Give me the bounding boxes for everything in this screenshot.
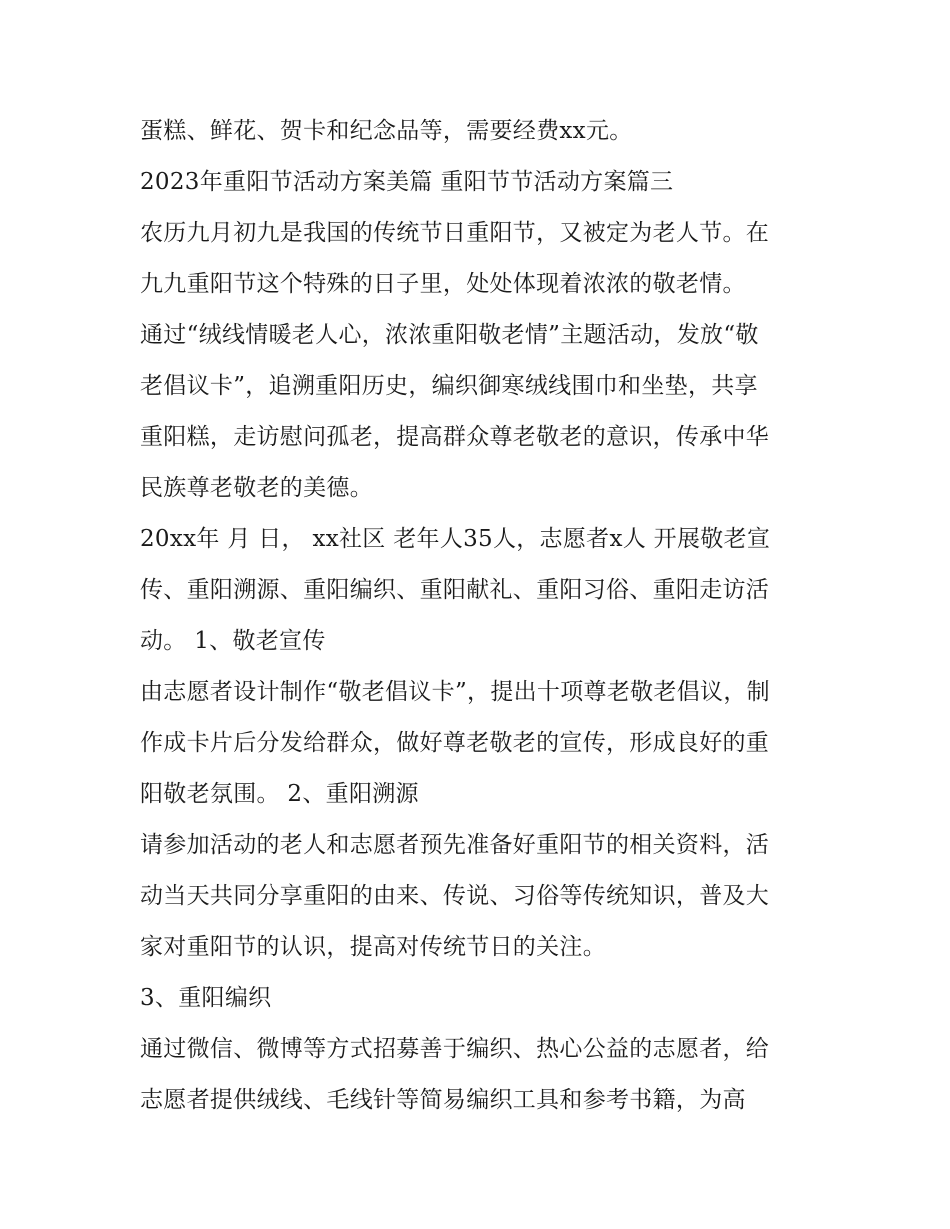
text-line: 家对重阳节的认识，提高对传统节日的关注。 <box>140 934 606 960</box>
text-line: 重阳糕，走访慰问孤老，提高群众尊老敬老的意识，传承中华 <box>140 424 770 450</box>
text-line: 动。 1、敬老宣传 <box>140 628 326 654</box>
subheading-line: 3、重阳编织 <box>140 985 272 1011</box>
section-heading: 2023年重阳节活动方案美篇 重阳节节活动方案篇三 <box>140 169 674 195</box>
text-line: 请参加活动的老人和志愿者预先准备好重阳节的相关资料，活 <box>140 832 770 858</box>
text-line: 由志愿者设计制作“敬老倡议卡”，提出十项尊老敬老倡议，制 <box>140 679 770 705</box>
text-line: 志愿者提供绒线、毛线针等简易编织工具和参考书籍，为高 <box>140 1087 746 1113</box>
text-line: 农历九月初九是我国的传统节日重阳节，又被定为老人节。在 <box>140 220 770 246</box>
text-line: 阳敬老氛围。 2、重阳溯源 <box>140 781 419 807</box>
text-line: 20xx年 月 日， xx社区 老年人35人，志愿者x人 开展敬老宣 <box>140 526 771 552</box>
text-line: 通过“绒线情暖老人心，浓浓重阳敬老情”主题活动，发放“敬 <box>140 322 759 348</box>
text-line: 蛋糕、鲜花、贺卡和纪念品等，需要经费xx元。 <box>140 118 633 144</box>
text-line: 九九重阳节这个特殊的日子里，处处体现着浓浓的敬老情。 <box>140 271 746 297</box>
text-line: 通过微信、微博等方式招募善于编织、热心公益的志愿者，给 <box>140 1036 770 1062</box>
text-line: 老倡议卡”，追溯重阳历史，编织御寒绒线围巾和坐垫，共享 <box>140 373 758 399</box>
text-line: 传、重阳溯源、重阳编织、重阳献礼、重阳习俗、重阳走访活 <box>140 577 770 603</box>
text-line: 作成卡片后分发给群众，做好尊老敬老的宣传，形成良好的重 <box>140 730 770 756</box>
text-line: 民族尊老敬老的美德。 <box>140 475 373 501</box>
document-body <box>140 106 820 1126</box>
text-line: 动当天共同分享重阳的由来、传说、习俗等传统知识，普及大 <box>140 883 770 909</box>
